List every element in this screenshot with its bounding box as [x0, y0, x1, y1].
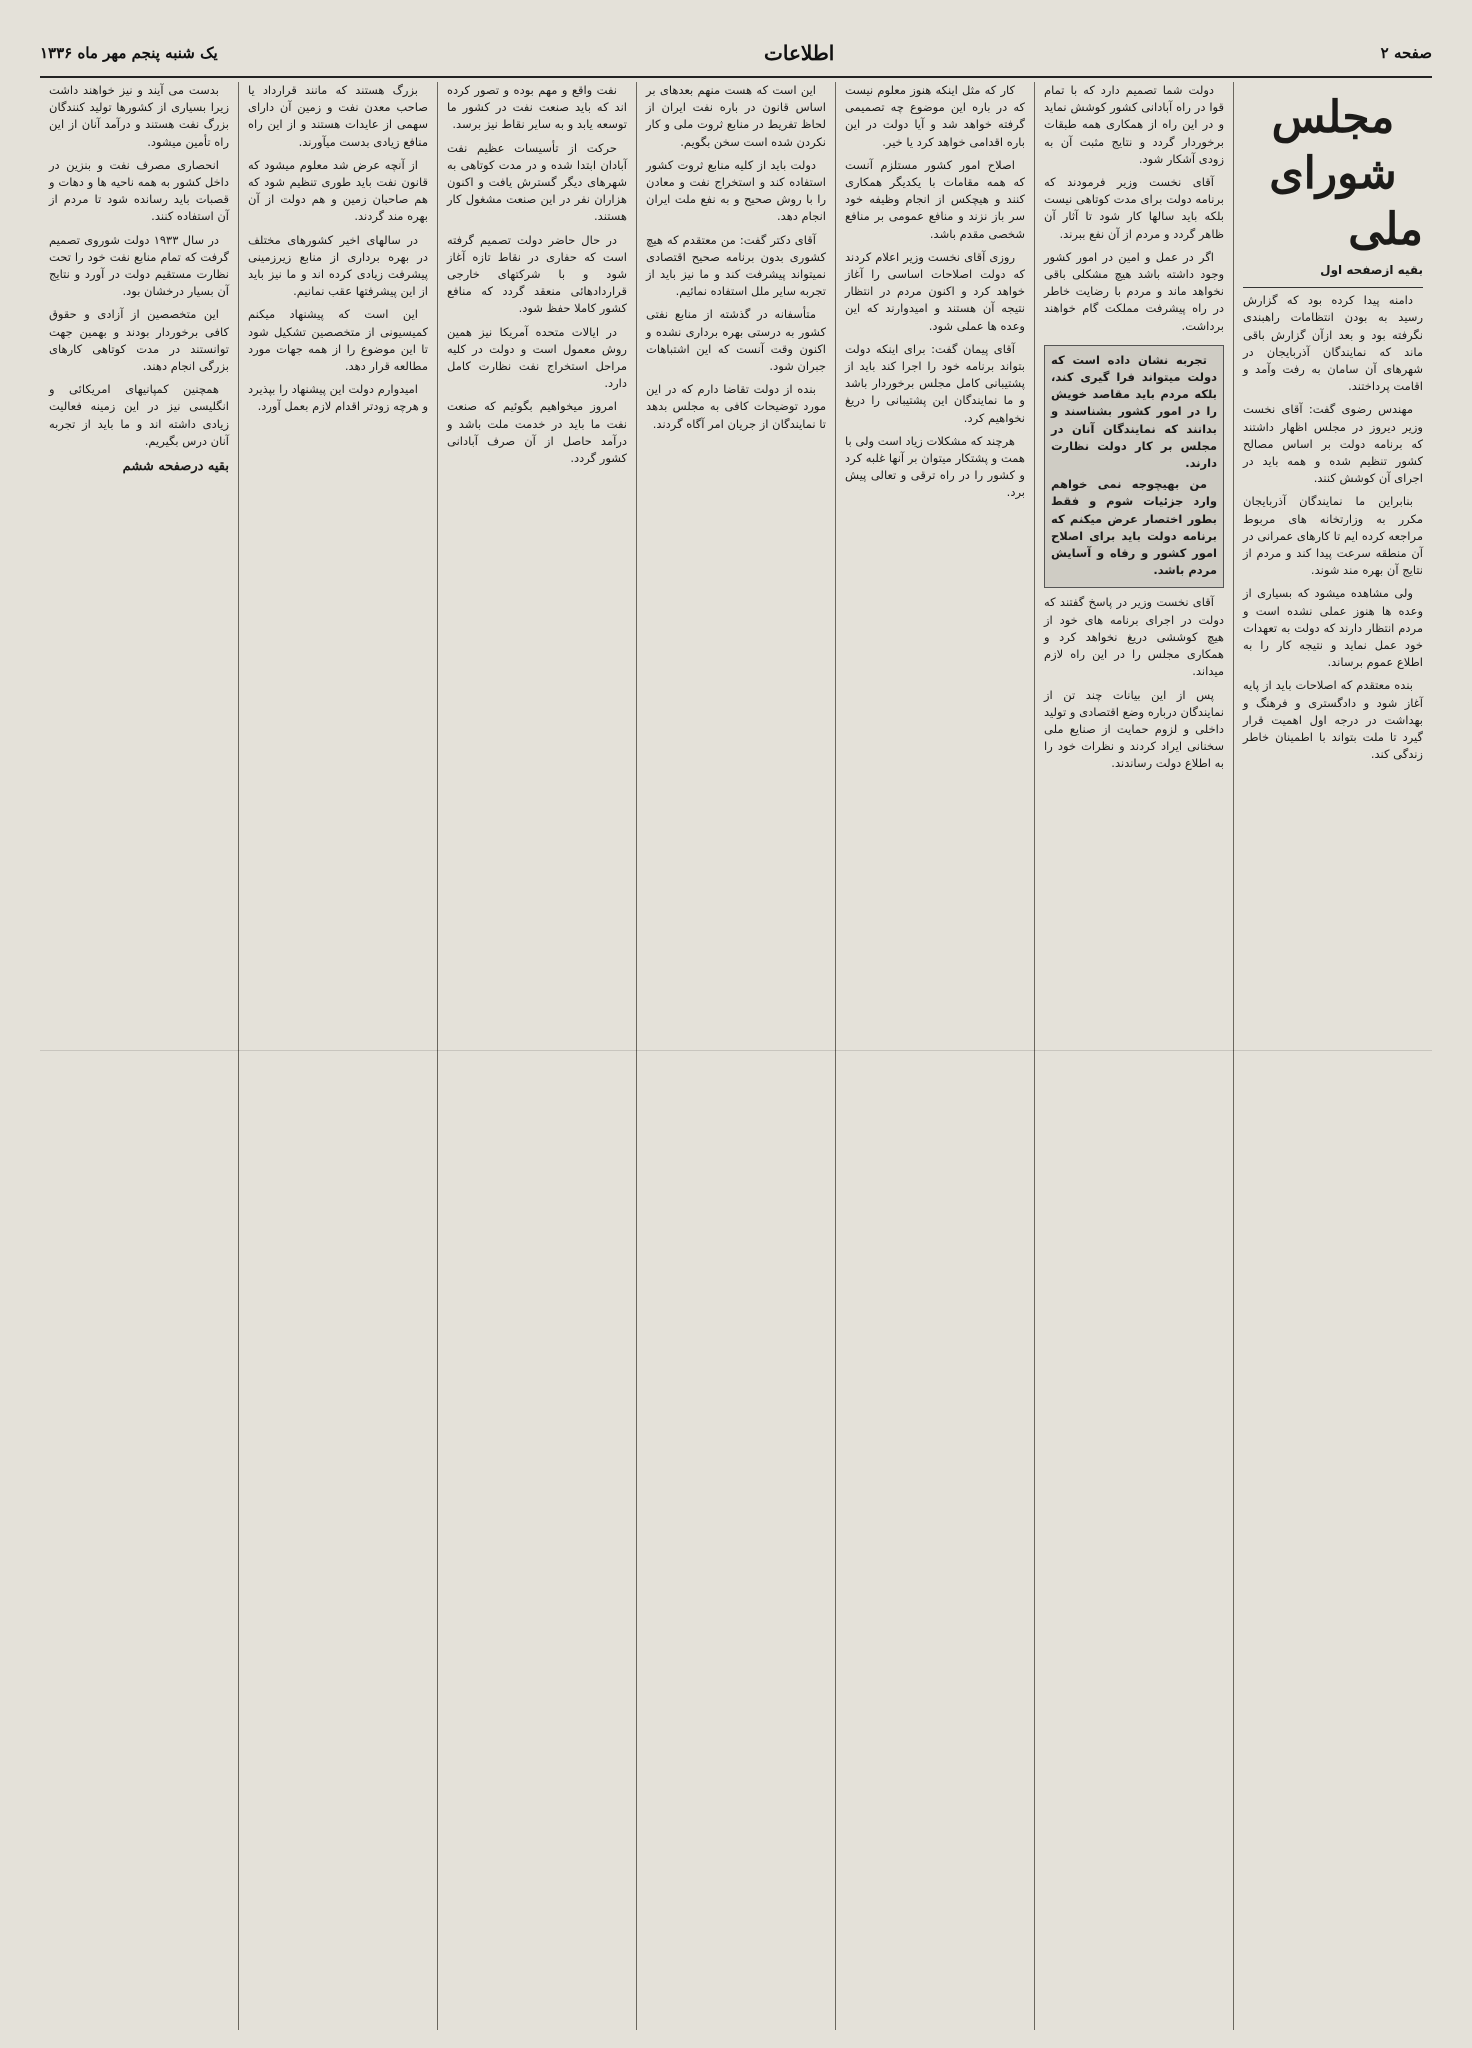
paragraph: کار که مثل اینکه هنوز معلوم نیست که در باره این موضوع چه تصمیمی گرفته خواهد شد و آیا دولت در این باره اقدامی خواهد کرد یا خیر. — [845, 83, 1025, 149]
paragraph: نفت واقع و مهم بوده و تصور کرده اند که باید صنعت نفت در کشور ما توسعه یابد و به سایر نقاط نیز برسد. — [447, 83, 627, 132]
paragraph: بزرگ هستند که مانند قرارداد یا صاحب معدن نفت و زمین آن دارای سهمی از عایدات هستند و از این راه منافع زیادی بدست میآورند. — [248, 83, 428, 149]
issue-date: یک شنبه پنجم مهر ماه ۱۳۳۶ — [40, 44, 218, 62]
headline-rule — [1243, 287, 1423, 288]
masthead-rule — [40, 76, 1432, 78]
paragraph: امروز میخواهیم بگوئیم که صنعت نفت ما باید در خدمت ملت باشد و درآمد حاصل از آن صرف آبادانی کشور گردد. — [447, 399, 627, 466]
boxed-paragraph: من بهیچوجه نمی خواهم وارد جزئیات شوم و فقط بطور اختصار عرض میکنم که برنامه دولت باید برای اصلاح امور کشور و رفاه و آسایش مردم باشد. — [1051, 477, 1217, 578]
paragraph: دولت شما تصمیم دارد که با تمام قوا در راه آبادانی کشور کوشش نماید و در این راه از همکاری همه طبقات برخوردار گردد و نتایج مثبت آن به زودی آشکار شود. — [1044, 83, 1224, 166]
paragraph: روزی آقای نخست وزیر اعلام کردند که دولت اصلاحات اساسی را آغاز خواهد کرد و اکنون مردم در انتظار نتیجه آن هستند و امیدوارند که این وعده ها عملی شود. — [845, 249, 1025, 333]
continued-on-page: بقیه درصفحه ششم — [122, 459, 229, 475]
column-3 — [835, 82, 1034, 2030]
paragraph: دامنه پیدا کرده بود که گزارش رسید به بودن انتظامات راهبندی نگرفته بود و بعد ازآن گزارش باقی ماند که نمایندگان آذربایجان در شهرهای آن سامان به رفت وآمد و اقامت پرداختند. — [1243, 293, 1423, 394]
paragraph: امیدوارم دولت این پیشنهاد را بپذیرد و هرچه زودتر اقدام لازم بعمل آورد. — [248, 382, 428, 414]
paragraph: در حال حاضر دولت تصمیم گرفته است که حفاری در نقاط تازه آغاز شود و با شرکتهای خارجی قراردادهائی منعقد گردد که منافع کشور کاملا حفظ شود. — [447, 232, 627, 316]
boxed-paragraph: تجربه نشان داده است که دولت میتواند فرا گیری کند، بلکه مردم باید مقاصد خویش را در امور کشور بشناسند و بدانند که نمایندگان آنان در مجلس بر کار دولت نظارت دارند. — [1051, 352, 1217, 471]
paragraph: در سالهای اخیر کشورهای مختلف در بهره برداری از منابع زیرزمینی پیشرفت زیادی کرده اند و ما نیز باید از این پیشرفتها عقب نمانیم. — [248, 232, 428, 299]
paragraph: بنابراین ما نمایندگان آذربایجان مکرر به وزارتخانه های مربوط مراجعه کرده ایم تا کارهای عمرانی در آن منطقه سرعت پیدا کند و مردم از نتایج آن بهره مند شوند. — [1243, 494, 1423, 578]
continued-from: بقیه ازصفحه اول — [1320, 263, 1423, 277]
column-5 — [437, 82, 636, 2030]
paragraph: انحصاری مصرف نفت و بنزین در داخل کشور به همه ناحیه ها و دهات و قصبات باید رسانده شود تا مردم از آن استفاده کنند. — [49, 157, 229, 224]
paragraph: دولت باید از کلیه منابع ثروت کشور استفاده کند و استخراج نفت و معادن را با روش صحیح و به نفع ملت ایران انجام دهد. — [646, 157, 826, 224]
paragraph: هرچند که مشکلات زیاد است ولی با همت و پشتکار میتوان بر آنها غلبه کرد و کشور را در راه ترقی و تعالی پیش برد. — [845, 433, 1025, 500]
paragraph: در سال ۱۹۳۳ دولت شوروی تصمیم گرفت که تمام منابع نفت خود را تحت نظارت مستقیم دولت در آورد و نتایج آن بسیار درخشان بود. — [49, 232, 229, 299]
paragraph: از آنچه عرض شد معلوم میشود که قانون نفت باید طوری تنظیم شود که هم صاحبان زمین و هم دولت از آن بهره مند گردند. — [248, 157, 428, 224]
column-6 — [238, 82, 437, 2030]
page-number: صفحه ۲ — [1380, 44, 1432, 62]
column-2 — [1034, 82, 1233, 2030]
paragraph: آقای دکتر گفت: من معتقدم که هیچ کشوری بدون برنامه صحیح اقتصادی نمیتواند پیشرفت کند و ما نیز باید از تجربه سایر ملل استفاده نمائیم. — [646, 232, 826, 299]
paragraph: بدست می آیند و نیز خواهند داشت زیرا بسیاری از کشورها تولید کنندگان بزرگ نفت هستند و درآمد آنان از این راه تأمین میشود. — [49, 83, 229, 149]
paragraph: پس از این بیانات چند تن از نمایندگان درباره وضع اقتصادی و تولید داخلی و لزوم حمایت از صنایع ملی سخنانی ایراد کردند و نظرات خود را به اطلاع دولت رساندند. — [1044, 687, 1224, 771]
masthead — [40, 32, 1432, 74]
column-1 — [1233, 82, 1432, 2030]
column-7 — [40, 82, 238, 2030]
paragraph: بنده معتقدم که اصلاحات باید از پایه آغاز شود و دادگستری و فرهنگ و بهداشت در درجه اول اهمیت قرار گیرد تا ملت بتواند با اطمینان خاطر زندگی کند. — [1243, 678, 1423, 762]
paragraph: مهندس رضوی گفت: آقای نخست وزیر دیروز در مجلس اظهار داشتند که برنامه دولت بر اساس مصالح کشور تنظیم شده و همه باید در اجرای آن کوشش کنند. — [1243, 402, 1423, 486]
article-columns — [40, 82, 1432, 2030]
headline: مجلس شورای ملی — [1269, 92, 1423, 255]
paragraph: این است که هست منهم بعدهای بر اساس قانون در باره نفت ایران از لحاظ تفریط در منابع ثروت ملی و کار نکردن شده است سخن بگویم. — [646, 83, 826, 149]
paragraph: همچنین کمپانیهای امریکائی و انگلیسی نیز در این زمینه فعالیت زیادی داشته اند و ما باید از تجربه آنان درس بگیریم. — [49, 382, 229, 448]
paragraph: این متخصصین از آزادی و حقوق کافی برخوردار بودند و بهمین جهت توانستند در مدت کوتاهی کارهای بزرگی انجام دهند. — [49, 307, 229, 374]
paragraph: اگر در عمل و امین در امور کشور وجود داشته باشد هیچ مشکلی باقی نخواهد ماند و مردم با رضایت خاطر در راه پیشرفت مملکت گام خواهند برداشت. — [1044, 249, 1224, 333]
paragraph: متأسفانه در گذشته از منابع نفتی کشور به درستی بهره برداری نشده و اکنون وقت آنست که این اشتباهات جبران شود. — [646, 307, 826, 374]
newspaper-name: اطلاعات — [764, 41, 835, 65]
paper-fold — [40, 1050, 1432, 1051]
paragraph: آقای نخست وزیر در پاسخ گفتند که دولت در اجرای برنامه های خود از هیچ کوششی دریغ نخواهد کرد و همکاری مجلس را در این راه لازم میداند. — [1044, 595, 1224, 679]
paragraph: اصلاح امور کشور مستلزم آنست که همه مقامات با یکدیگر همکاری کنند و هیچکس از انجام وظیفه خود سر باز نزند و منافع عمومی بر منافع شخصی مقدم باشد. — [845, 157, 1025, 241]
paragraph: بنده از دولت تقاضا دارم که در این مورد توضیحات کافی به مجلس بدهد تا نمایندگان از جریان امر آگاه گردند. — [646, 382, 826, 431]
highlighted-box — [1044, 345, 1224, 589]
paragraph: در ایالات متحده آمریکا نیز همین روش معمول است و دولت در کلیه مراحل استخراج نفت نظارت کامل دارد. — [447, 324, 627, 391]
paragraph: این است که پیشنهاد میکنم کمیسیونی از متخصصین تشکیل شود تا این موضوع را از همه جهات مورد مطالعه قرار دهد. — [248, 307, 428, 374]
paragraph: حرکت از تأسیسات عظیم نفت آبادان ابتدا شده و در مدت کوتاهی به شهرهای دیگر گسترش یافت و اکنون هزاران نفر در این صنعت مشغول کار هستند. — [447, 140, 627, 224]
paragraph: آقای پیمان گفت: برای اینکه دولت بتواند برنامه خود را اجرا کند باید از پشتیبانی کامل مجلس برخوردار باشد و ما نمایندگان این پشتیبانی را دریغ نخواهیم کرد. — [845, 341, 1025, 425]
column-4 — [636, 82, 835, 2030]
paragraph: ولی مشاهده میشود که بسیاری از وعده ها هنوز عملی نشده است و مردم انتظار دارند که دولت به تعهدات خود عمل نماید و نتیجه کار را به اطلاع عموم برساند. — [1243, 586, 1423, 670]
paragraph: آقای نخست وزیر فرمودند که برنامه دولت برای مدت کوتاهی نیست بلکه باید سالها کار شود تا آثار آن ظاهر گردد و مردم از آن نفع ببرند. — [1044, 175, 1224, 241]
